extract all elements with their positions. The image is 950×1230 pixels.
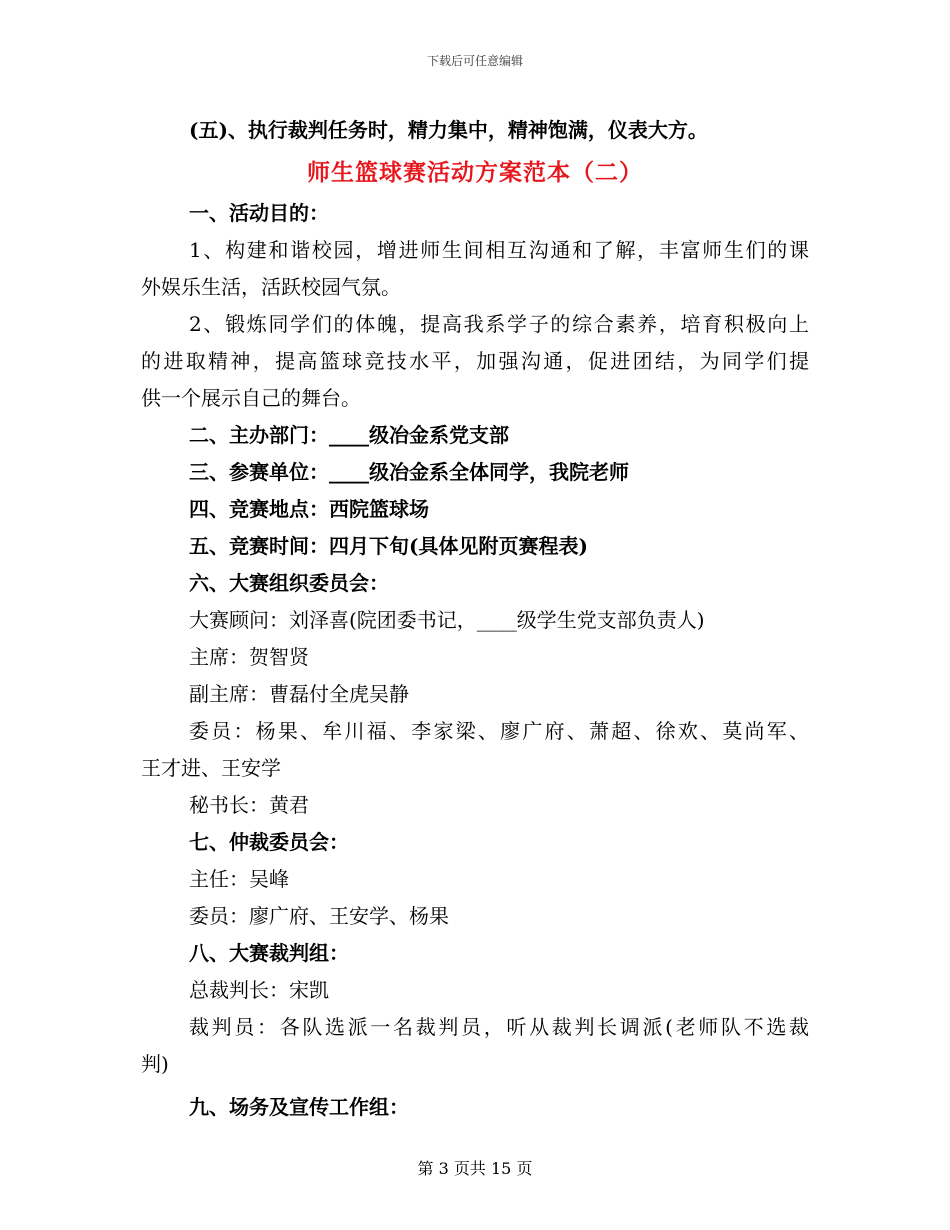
paragraph-text: 2、锻炼同学们的体魄，提高我系学子的综合素养，培育积极向上 [189, 312, 809, 336]
paragraph-text: 供一个展示自己的舞台。 [141, 386, 361, 410]
paragraph-text: 外娱乐生活，活跃校园气氛。 [141, 275, 401, 299]
section-5-time: 五、竞赛时间：四月下旬(具体见附页赛程表) [189, 534, 588, 558]
arbitration-members: 委员：廖广府、王安学、杨果 [189, 904, 449, 928]
chief-referee: 总裁判长：宋凯 [189, 978, 329, 1002]
section-1-heading: 一、活动目的： [189, 201, 329, 225]
section-6-heading: 六、大赛组织委员会： [189, 571, 389, 595]
section-3-participants: 三、参赛单位：____级冶金系全体同学，我院老师 [189, 460, 629, 484]
committee-secretary: 秘书长：黄君 [189, 793, 309, 817]
committee-members: 王才进、王安学 [141, 756, 281, 780]
section-7-heading: 七、仲裁委员会： [189, 830, 349, 854]
section-9-heading: 九、场务及宣传工作组： [189, 1095, 409, 1119]
prev-item-text: (五)、执行裁判任务时，精力集中，精神饱满，仪表大方。 [189, 118, 708, 142]
section-4-venue: 四、竞赛地点：西院篮球场 [189, 497, 429, 521]
section-8-heading: 八、大赛裁判组： [189, 941, 349, 965]
document-title: 师生篮球赛活动方案范本（二） [307, 159, 643, 186]
committee-vice-chair: 副主席：曹磊付全虎吴静 [189, 682, 409, 706]
section-2-organizer: 二、主办部门：____级冶金系党支部 [189, 423, 509, 447]
arbitration-director: 主任：吴峰 [189, 867, 289, 891]
paragraph-text: 1、构建和谐校园，增进师生间相互沟通和了解，丰富师生们的课 [189, 238, 809, 262]
committee-members: 委员：杨果、牟川福、李家梁、廖广府、萧超、徐欢、莫尚军、 [189, 719, 809, 743]
page-header: 下载后可任意编辑 [426, 54, 523, 68]
document-body [141, 112, 809, 1126]
committee-chair: 主席：贺智贤 [189, 645, 309, 669]
referees-text: 裁判员：各队选派一名裁判员，听从裁判长调派(老师队不选裁 [189, 1015, 809, 1039]
paragraph-text: 的进取精神，提高篮球竞技水平，加强沟通，促进团结，为同学们提 [141, 349, 809, 373]
referees-text: 判) [141, 1052, 169, 1076]
committee-advisor: 大赛顾问：刘泽喜(院团委书记，____级学生党支部负责人) [189, 608, 705, 632]
page-footer: 第 3 页共 15 页 [417, 1159, 533, 1178]
